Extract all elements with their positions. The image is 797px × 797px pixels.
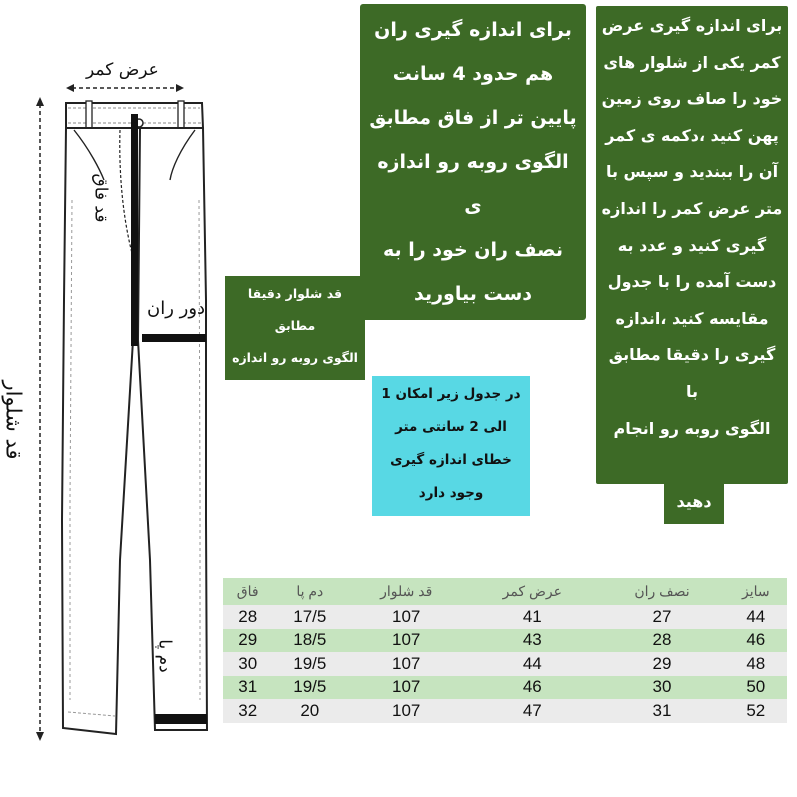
table-cell: 47 xyxy=(522,700,542,720)
note-line: دست آمده را با جدول xyxy=(607,272,777,292)
table-cell: 41 xyxy=(522,606,542,626)
measurement-error-note xyxy=(372,376,530,516)
table-cell: 17/5 xyxy=(293,606,327,626)
table-cell: 50 xyxy=(746,677,766,697)
table-cell: 31 xyxy=(238,677,258,697)
note-line: دهید xyxy=(676,492,712,511)
length-arrow-top xyxy=(36,97,44,106)
note-line: الی 2 سانتی متر xyxy=(395,419,507,435)
note-line: گیری را دقیقا مطابق با xyxy=(608,345,776,401)
note-line: دست بیاورید xyxy=(413,283,533,305)
length-arrow-bottom xyxy=(36,732,44,741)
table-row xyxy=(223,629,787,653)
table-cell: 30 xyxy=(238,653,258,673)
waist-label: عرض کمر xyxy=(86,60,159,80)
table-cell: 107 xyxy=(392,700,421,720)
table-cell: 29 xyxy=(652,653,672,673)
note-line: مقایسه کنید ،اندازه xyxy=(615,308,769,328)
table-cell: 48 xyxy=(746,653,766,673)
rise-label: قد فاق xyxy=(90,173,111,223)
waist-arrow-left xyxy=(66,84,74,92)
header-hem: دم پا xyxy=(296,583,324,599)
hem-label: دم پا xyxy=(154,639,175,673)
note-line: گیری شده است xyxy=(246,382,344,397)
table-row xyxy=(223,605,787,629)
table-cell: 44 xyxy=(522,653,542,673)
length-instruction-note xyxy=(225,276,365,397)
table-cell: 43 xyxy=(522,630,542,650)
length-label: قد شلوار xyxy=(1,380,26,460)
table-cell: 30 xyxy=(652,677,672,697)
note-line: برای اندازه گیری عرض xyxy=(601,16,783,35)
table-cell: 18/5 xyxy=(293,630,327,650)
table-cell: 31 xyxy=(652,700,672,720)
waist-instruction-note xyxy=(596,6,788,484)
table-cell: 29 xyxy=(238,630,258,650)
note-line: وجود دارد xyxy=(418,485,484,501)
rise-measure-bar xyxy=(131,114,138,346)
table-row xyxy=(223,699,787,723)
table-cell: 52 xyxy=(746,700,766,720)
table-cell: 27 xyxy=(652,606,672,626)
thigh-measure-bar xyxy=(142,334,206,342)
table-cell: 28 xyxy=(238,606,258,626)
note-line: خطای اندازه گیری xyxy=(390,452,512,468)
thigh-label: دور ران xyxy=(147,298,206,319)
table-cell: 107 xyxy=(392,630,421,650)
waist-arrow-right xyxy=(176,84,184,92)
waist-instruction-note-tail xyxy=(664,482,724,524)
table-cell: 107 xyxy=(392,653,421,673)
note-line: آن را ببندید و سپس با xyxy=(605,162,779,182)
note-line: پایین تر از فاق مطابق xyxy=(369,107,577,129)
note-line: نصف ران خود را به xyxy=(382,239,564,261)
table-cell: 46 xyxy=(522,677,542,697)
table-cell: 107 xyxy=(392,606,421,626)
header-pants-length: قد شلوار xyxy=(380,583,433,599)
note-line: گیری کنید و عدد به xyxy=(617,235,767,255)
note-line: قد شلوار دقیقا مطابق xyxy=(247,286,343,333)
table-cell: 44 xyxy=(746,606,766,626)
table-cell: 46 xyxy=(746,630,766,650)
table-row xyxy=(223,676,787,700)
table-cell: 28 xyxy=(652,630,672,650)
table-cell: 19/5 xyxy=(293,677,327,697)
table-cell: 107 xyxy=(392,677,421,697)
size-table xyxy=(223,578,787,723)
header-waist-width: عرض کمر xyxy=(502,583,562,599)
table-header-row xyxy=(223,578,787,605)
note-line: خود را صاف روی زمین xyxy=(601,89,783,109)
header-half-thigh: نصف ران xyxy=(634,583,690,599)
table-row xyxy=(223,652,787,676)
table-cell: 20 xyxy=(300,700,320,720)
note-line: متر عرض کمر را اندازه xyxy=(601,198,783,218)
pants-diagram xyxy=(0,0,230,797)
header-size: سایز xyxy=(741,583,770,599)
note-line: الگوی روبه رو اندازه xyxy=(232,350,358,365)
thigh-instruction-note xyxy=(360,4,586,320)
note-line: در جدول زیر امکان 1 xyxy=(381,386,521,402)
note-line: الگوی روبه رو اندازه ی xyxy=(377,151,569,217)
header-rise: فاق xyxy=(236,583,259,599)
note-line: هم حدود 4 سانت xyxy=(392,63,554,85)
note-line: برای اندازه گیری ران xyxy=(374,19,572,41)
note-line: پهن کنید ،دکمه ی کمر xyxy=(605,125,779,145)
table-cell: 19/5 xyxy=(293,653,327,673)
note-line: الگوی روبه رو انجام xyxy=(613,418,771,438)
table-cell: 32 xyxy=(238,700,258,720)
hem-measure-bar xyxy=(155,714,207,724)
note-line: کمر یکی از شلوار های xyxy=(603,52,781,72)
